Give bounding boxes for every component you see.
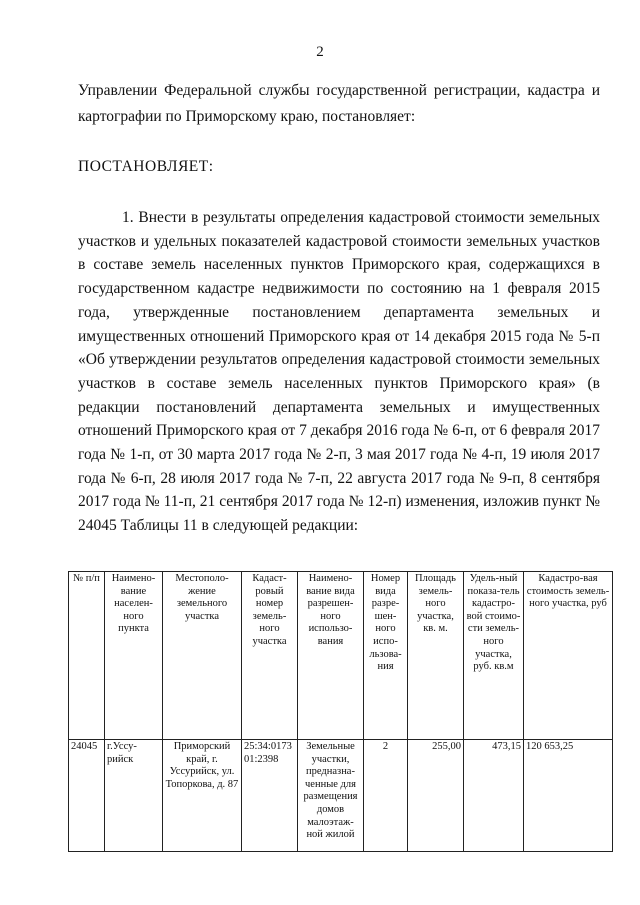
cell-settlement: г.Уссу-рийск bbox=[105, 740, 163, 852]
header-cell-unit-value: Удель-ный показа-тель кадастро-вой стоимо-сти земель-ного участка, руб. кв.м bbox=[464, 572, 524, 740]
cell-cadastral-number: 25:34:0173 01:2398 bbox=[242, 740, 298, 852]
intro-text: Управлении Федеральной службы государственной регистрации, кадастра и картографии по Приморскому краю, постановляет: bbox=[78, 82, 600, 125]
cell-permitted-use: Земельные участки, предназна-ченные для размещения домов малоэтаж-ной жилой bbox=[298, 740, 364, 852]
header-cell-cadastral-number: Кадаст-ровый номер земель-ного участка bbox=[242, 572, 298, 740]
page-number: 2 bbox=[316, 44, 324, 60]
header-cell-area: Площадь земель-ного участка, кв. м. bbox=[408, 572, 464, 740]
header-cell-permitted-use: Наимено-вание вида разрешен-ного использо-вания bbox=[298, 572, 364, 740]
cell-number: 24045 bbox=[69, 740, 105, 852]
header-cell-location: Местополо-жение земельного участка bbox=[163, 572, 242, 740]
cadastral-table bbox=[68, 571, 613, 852]
resolution-heading: ПОСТАНОВЛЯЕТ: bbox=[78, 158, 214, 175]
cell-location: Приморский край, г. Уссурийск, ул. Топоркова, д. 87 bbox=[163, 740, 242, 852]
cell-area: 255,00 bbox=[408, 740, 464, 852]
resolution-paragraph: 1. Внести в результаты определения кадастровой стоимости земельных участков и удельных показателей кадастровой стоимости земельных участков в составе земель населенных пунктов Приморского края, содержащихся в государственном кадастре недвижимости по состоянию на 1 февраля 2015 года, утвержденные постановлением департамента земельных и имущественных отношений Приморского края от 14 декабря 2015 года № 5-п «Об утверждении результатов определения кадастровой стоимости земельных участков в составе земель населенных пунктов Приморского края» (в редакции постановлений департамента земельных и имущественных отношений Приморского края от 7 декабря 2016 года № 6-п, от 6 февраля 2017 года № 1-п, от 30 марта 2017 года № 2-п, 3 мая 2017 года № 4-п, 19 июля 2017 года № 6-п, 28 июля 2017 года № 7-п, 22 августа 2017 года № 9-п, 8 сентября 2017 года № 11-п, 21 сентября 2017 года № 12-п) изменения, изложив пункт № 24045 Таблицы 11 в следующей редакции: bbox=[78, 209, 600, 535]
header-cell-cadastral-value: Кадастро-вая стоимость земель-ного участка, руб bbox=[524, 572, 613, 740]
table-row bbox=[69, 740, 613, 852]
cell-use-code: 2 bbox=[364, 740, 408, 852]
header-cell-number: № п/п bbox=[69, 572, 105, 740]
header-cell-use-code: Номер вида разре-шен-ного испо-льзова-ния bbox=[364, 572, 408, 740]
header-cell-settlement: Наимено-вание населен-ного пункта bbox=[105, 572, 163, 740]
cell-unit-value: 473,15 bbox=[464, 740, 524, 852]
table-header-row bbox=[69, 572, 613, 740]
cell-cadastral-value: 120 653,25 bbox=[524, 740, 613, 852]
